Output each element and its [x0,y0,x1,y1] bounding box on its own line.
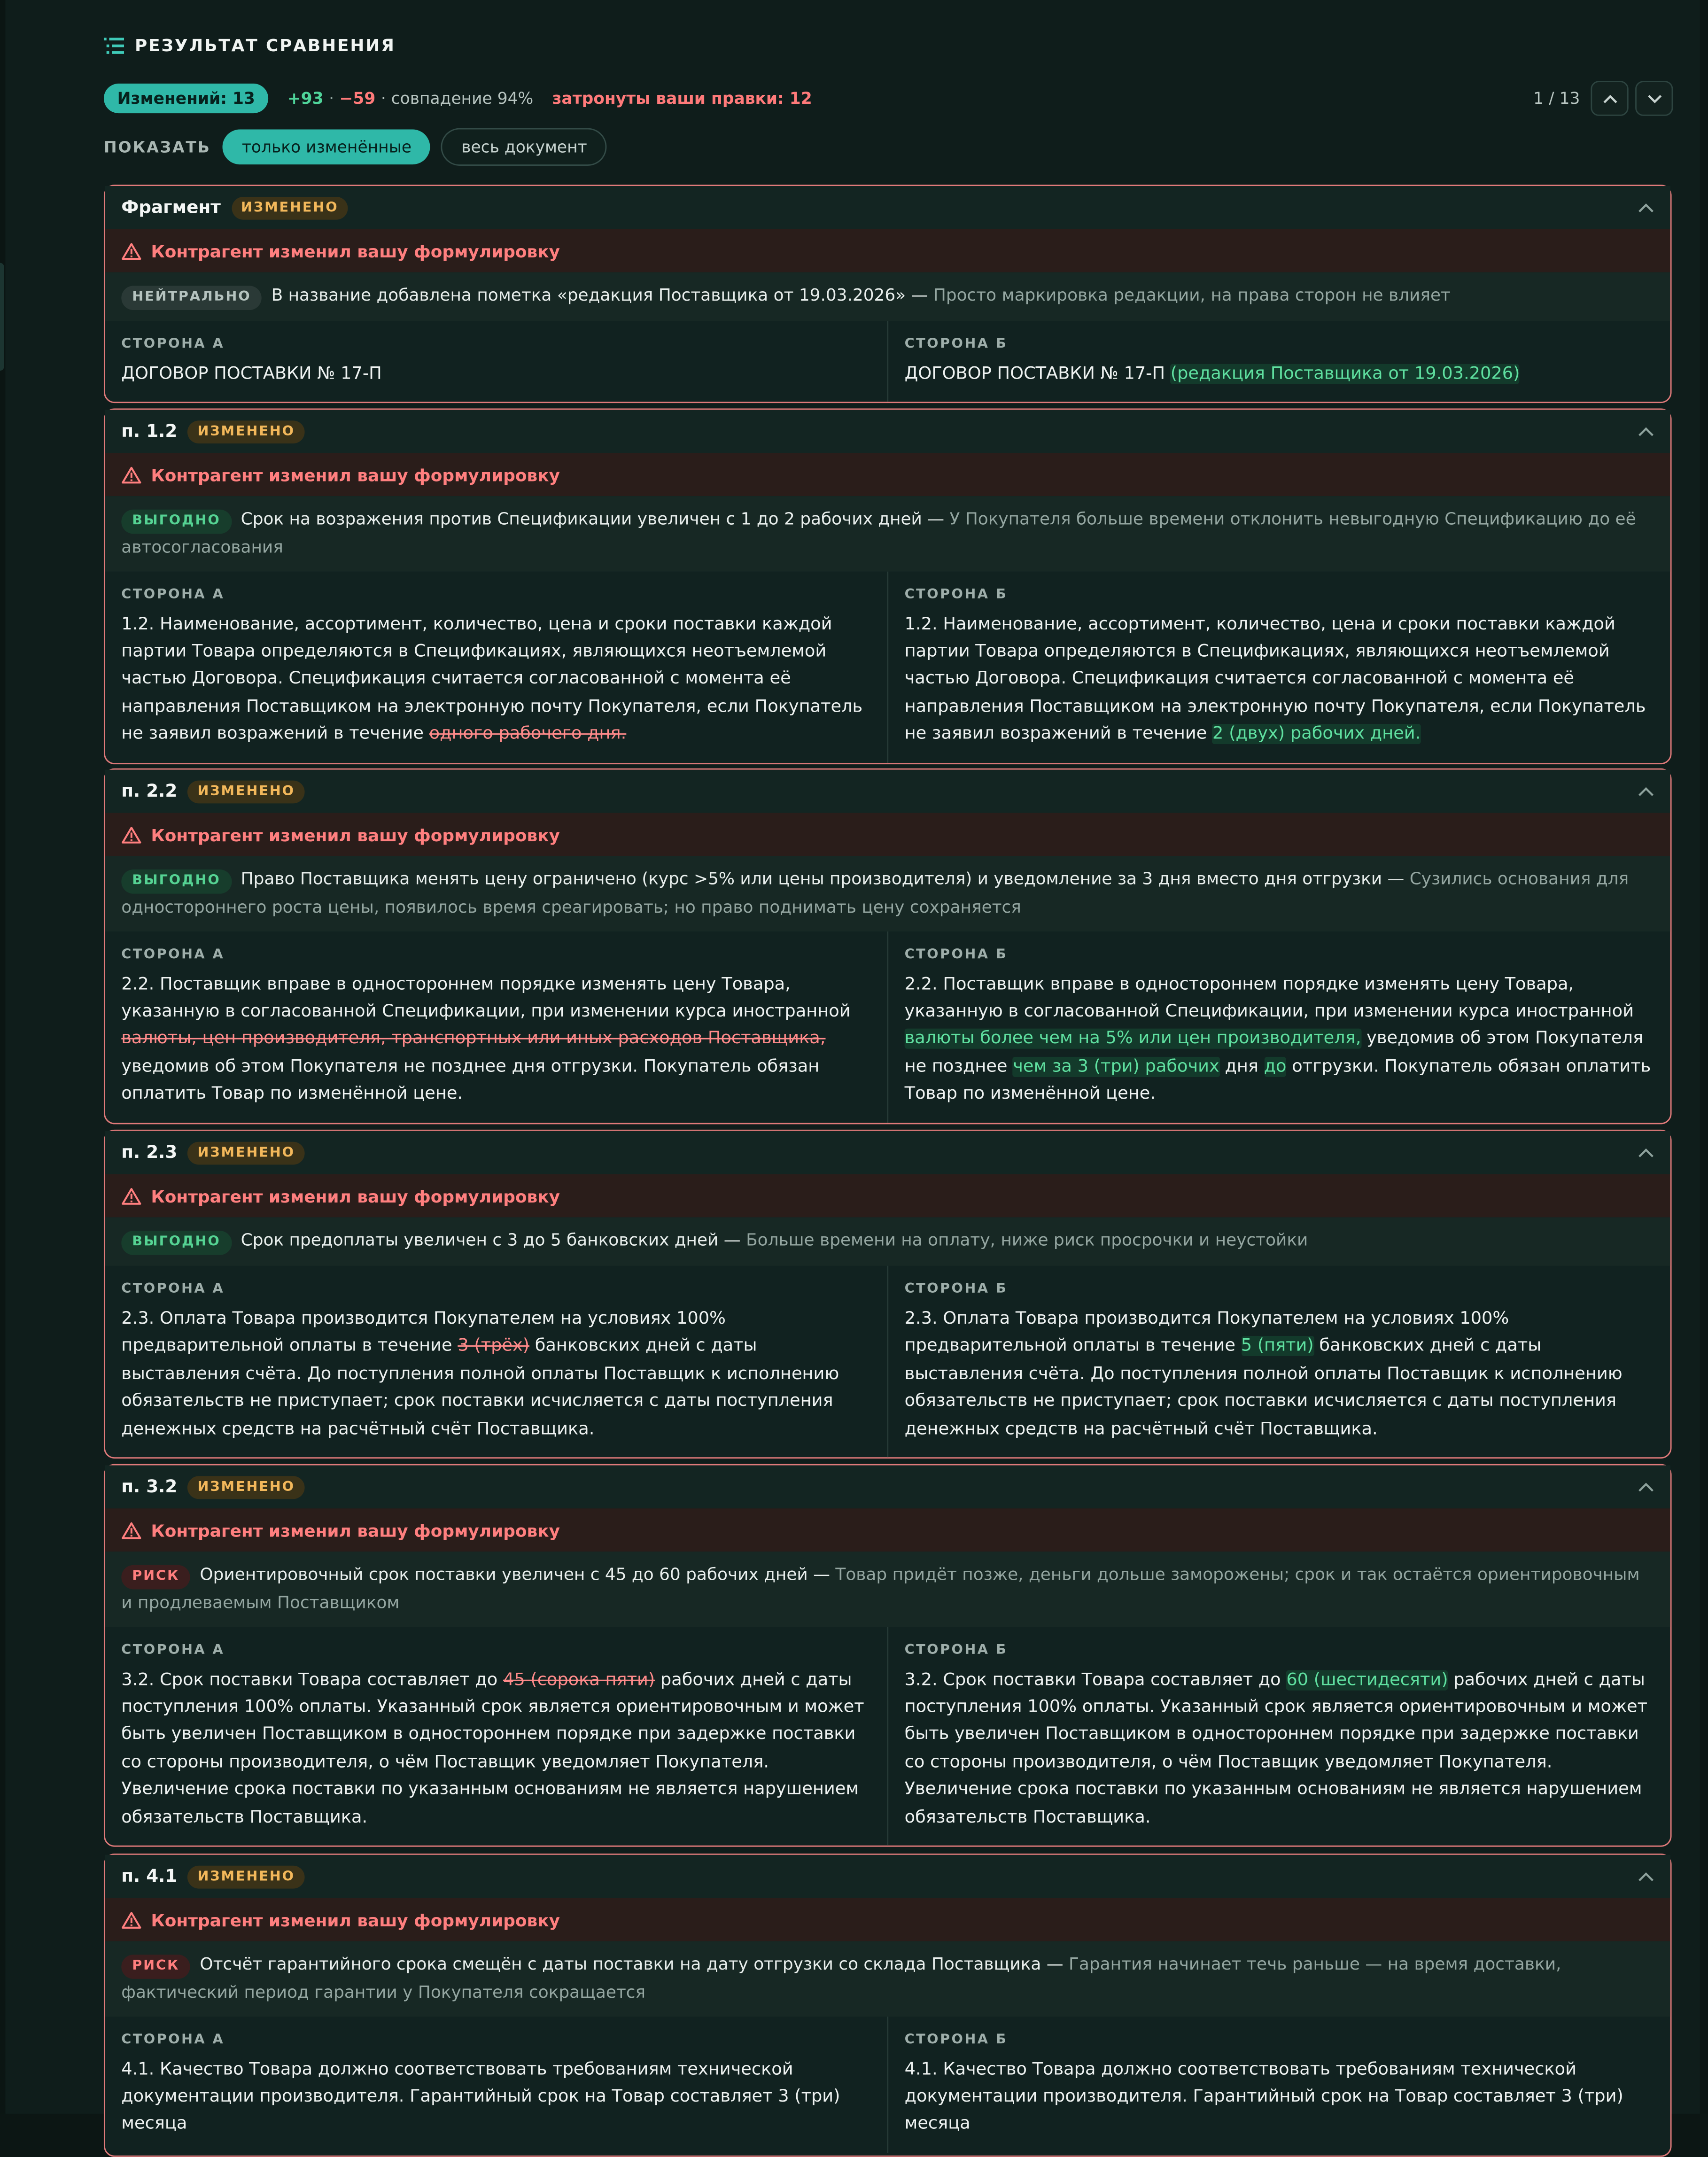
changed-badge: ИЗМЕНЕНО [188,780,304,803]
warning-icon [121,1911,141,1928]
collapse-chevron-icon[interactable] [1638,786,1654,797]
assessment-tag: ВЫГОДНО [121,869,231,894]
side-b-label: СТОРОНА Б [904,587,1008,602]
collapse-chevron-icon[interactable] [1638,1871,1654,1882]
change-navigator [1533,81,1673,116]
side-by-side [105,1626,1670,1845]
warning-icon [121,1187,141,1204]
clause-name: п. 4.1 [121,1866,178,1887]
right-edge [1700,0,1708,2114]
text-segment: 4.1. Качество Товара должно соответствовать требованиям технической документации производителя. Гарантийный срок на Товар составляет 3 (три) месяца [121,2059,840,2134]
filter-whole-document[interactable]: весь документ [441,128,607,166]
clause-name: п. 1.2 [121,421,178,442]
removed-count: −59 [339,89,376,108]
text-segment: 2.3. Оплата Товара производится Покупателем на условиях 100% предварительной оплаты в течение [121,1309,726,1357]
side-a [105,2016,887,2152]
side-a-label: СТОРОНА А [121,947,225,962]
show-filter [104,128,607,166]
stats-separator: · [329,89,334,108]
side-b-label: СТОРОНА Б [904,337,1008,352]
change-summary [105,1552,1670,1626]
side-a-label: СТОРОНА А [121,2032,225,2047]
counterparty-warning [105,813,1670,856]
card-header[interactable] [105,1131,1670,1174]
deleted-text: 3 (трёх) [458,1336,530,1357]
counterparty-warning [105,1508,1670,1552]
collapse-chevron-icon[interactable] [1638,202,1654,213]
text-segment: 1.2. Наименование, ассортимент, количество, цена и сроки поставки каждой партии Товара определяются в Спецификациях, являющихся неотъемлемой частью Договора. Спецификация считается согласованной с момента её направления Поставщиком на электронную почту Покупателя, если Покупатель не заявил возражений в течение [904,614,1646,745]
clause-name: Фрагмент [121,197,221,218]
side-a-text [121,1667,871,1832]
show-filter-label: ПОКАЗАТЬ [103,137,211,156]
card-header[interactable] [105,1855,1670,1898]
text-segment: 3.2. Срок поставки Товара составляет до [121,1669,503,1690]
side-b-label: СТОРОНА Б [904,1642,1008,1658]
card-header[interactable] [105,410,1670,453]
text-segment: 2.2. Поставщик вправе в одностороннем порядке изменять цену Товара, указанную в согласованной Спецификации, при изменении курса иностранной [904,974,1634,1022]
change-summary [105,496,1670,571]
changed-badge: ИЗМЕНЕНО [188,1865,304,1888]
text-segment: уведомив об этом Покупателя не позднее дня отгрузки. Покупатель обязан оплатить Товар по изменённой цене. [121,1056,820,1104]
side-a-text [121,611,871,749]
text-segment: рабочих дней с даты поступления 100% оплаты. Указанный срок является ориентировочным и может быть увеличен Поставщиком в одностороннем порядке при задержке поставки со стороны производителя, о чём Поставщик уведомляет Покупателя. Увеличение срока поставки по указанным основаниям не является нарушением обязательств Поставщика. [904,1669,1648,1828]
changed-badge: ИЗМЕНЕНО [188,1141,304,1164]
summary-note: У Покупателя больше времени отклонить невыгодную Спецификацию до её автосогласования [121,508,1636,557]
summary-text: В название добавлена пометка «редакция Поставщика от 19.03.2026» — [271,284,933,305]
side-a-label: СТОРОНА А [121,1282,225,1297]
side-a [105,321,887,402]
changed-badge: ИЗМЕНЕНО [188,420,304,443]
summary-text: Отсчёт гарантийного срока смещён с даты поставки на дату отгрузки со склада Поставщика — [200,1953,1069,1974]
stats-bar [104,82,1673,115]
clause-name: п. 2.3 [121,1142,178,1163]
clause-name: п. 3.2 [121,1476,178,1497]
warning-text: Контрагент изменил вашу формулировку [151,1909,560,1930]
side-a-label: СТОРОНА А [121,337,225,352]
panel-title: РЕЗУЛЬТАТ СРАВНЕНИЯ [134,35,396,55]
warning-icon [121,466,141,483]
text-segment: уведомив об этом Покупателя не позднее [904,1029,1644,1077]
summary-note: Больше времени на оплату, ниже риск просрочки и неустойки [746,1229,1308,1250]
counterparty-warning [105,1174,1670,1218]
side-a-text [121,2056,871,2139]
side-a-text [121,1306,871,1444]
side-b [887,931,1670,1123]
summary-text: Срок на возражения против Спецификации увеличен с 1 до 2 рабочих дней — [241,508,950,528]
assessment-tag: ВЫГОДНО [121,510,231,534]
summary-text: Ориентировочный срок поставки увеличен с 45 до 60 рабочих дней — [200,1563,836,1584]
assessment-tag: РИСК [121,1955,190,1979]
inserted-text: 2 (двух) рабочих дней. [1212,724,1421,745]
warning-icon [121,1521,141,1539]
warning-text: Контрагент изменил вашу формулировку [151,1520,560,1540]
changed-badge: ИЗМЕНЕНО [232,196,348,219]
side-by-side [105,321,1670,402]
inserted-text: валюты более чем на 5% или цен производителя, [904,1029,1361,1049]
side-a-label: СТОРОНА А [121,587,225,602]
inserted-text: (редакция Поставщика от 19.03.2026) [1170,364,1520,384]
summary-text: Срок предоплаты увеличен с 3 до 5 банковских дней — [241,1229,746,1250]
inserted-text: чем за 3 (три) рабочих [1013,1056,1219,1077]
side-b-text [905,1667,1654,1832]
side-by-side [105,2016,1670,2152]
left-rail [0,0,5,2114]
warning-icon [121,242,141,259]
rail-handle[interactable] [0,263,4,371]
collapse-chevron-icon[interactable] [1638,426,1654,437]
assessment-tag: РИСК [121,1565,190,1590]
inserted-text: 60 (шестидесяти) [1286,1669,1448,1690]
counterparty-warning [105,1898,1670,1941]
side-b [887,2016,1670,2152]
warning-text: Контрагент изменил вашу формулировку [151,464,560,485]
side-a [105,1626,887,1845]
text-segment: дня [1219,1056,1264,1077]
text-segment: ДОГОВОР ПОСТАВКИ № 17-П [121,364,382,384]
side-b-label: СТОРОНА Б [904,1282,1008,1297]
summary-note: Сузились основания для одностороннего роста цены, появилось время среагировать; но право поднимать цену сохраняется [121,868,1629,917]
change-card [104,1130,1672,1459]
side-b [887,1266,1670,1458]
side-b-text [905,971,1654,1109]
next-change-button[interactable] [1635,81,1673,116]
text-segment: 2.3. Оплата Товара производится Покупателем на условиях 100% предварительной оплаты в течение [904,1309,1509,1357]
side-a [105,931,887,1123]
collapse-chevron-icon[interactable] [1638,1482,1654,1492]
change-position: 1 / 13 [1533,89,1580,108]
inserted-text: до [1264,1056,1287,1077]
warning-text: Контрагент изменил вашу формулировку [151,824,560,845]
side-b-text [905,2056,1654,2139]
assessment-tag: НЕЙТРАЛЬНО [121,286,262,310]
side-a-text [121,361,871,389]
text-segment: 4.1. Качество Товара должно соответствовать требованиям технической документации производителя. Гарантийный срок на Товар составляет 3 (три) месяца [904,2059,1623,2134]
side-b-text [905,611,1654,749]
change-card [104,1854,1672,2157]
change-summary [105,272,1670,321]
warning-icon [121,826,141,843]
text-segment: банковских дней с даты выставления счёта. До поступления полной оплаты Поставщик к исполнению обязательств не приступает; срок поставки исчисляется с даты поступления денежных средств на расчётный счёт Поставщика. [121,1336,839,1439]
warning-text: Контрагент изменил вашу формулировку [151,1185,560,1206]
side-b [887,571,1670,762]
summary-note: Просто маркировка редакции, на права сторон не влияет [933,284,1451,305]
assessment-tag: ВЫГОДНО [121,1231,231,1255]
changes-count-badge: Изменений: 13 [104,84,269,113]
change-summary [105,1217,1670,1265]
side-by-side [105,931,1670,1123]
side-by-side [105,1266,1670,1458]
side-b-text [905,361,1654,389]
filter-only-changed[interactable]: только изменённые [223,130,431,165]
summary-note: Гарантия начинает течь раньше — на время доставки, фактический период гарантии у Покупателя сокращается [121,1953,1561,2002]
summary-note: Товар придёт позже, деньги дольше заморожены; срок и так остаётся ориентировочным и продлеваемым Поставщиком [121,1563,1640,1613]
change-summary [105,856,1670,931]
collapse-chevron-icon[interactable] [1638,1147,1654,1158]
summary-text: Право Поставщика менять цену ограничено (курс >5% или цены производителя) и уведомление за 3 дня вместо дня отгрузки — [241,868,1410,889]
affected-edits: затронуты ваши правки: 12 [552,89,812,108]
counterparty-warning [105,453,1670,496]
card-header[interactable] [105,1465,1670,1508]
deleted-text: одного рабочего дня. [429,724,627,745]
text-segment: рабочих дней с даты поступления 100% оплаты. Указанный срок является ориентировочным и может быть увеличен Поставщиком в одностороннем порядке при задержке поставки со стороны производителя, о чём Поставщик уведомляет Покупателя. Увеличение срока поставки по указанным основаниям не является нарушением обязательств Поставщика. [121,1669,864,1828]
match-percent: · совпадение 94% [380,89,534,108]
changed-badge: ИЗМЕНЕНО [188,1475,304,1498]
text-segment: 2.2. Поставщик вправе в одностороннем порядке изменять цену Товара, указанную в согласованной Спецификации, при изменении курса иностранной [121,974,851,1022]
side-b-label: СТОРОНА Б [904,2032,1008,2047]
chevron-down-icon [1646,93,1661,103]
change-card [104,768,1672,1124]
chevron-up-icon [1602,93,1617,103]
side-b-label: СТОРОНА Б [904,947,1008,962]
text-segment: банковских дней с даты выставления счёта. До поступления полной оплаты Поставщик к исполнению обязательств не приступает; срок поставки исчисляется с даты поступления денежных средств на расчётный счёт Поставщика. [904,1336,1623,1439]
panel-header [104,35,396,55]
list-icon [104,36,124,54]
side-a [105,571,887,762]
deleted-text: валюты, цен производителя, транспортных или иных расходов Поставщика, [121,1029,826,1049]
card-header[interactable] [105,770,1670,813]
inserted-text: 5 (пяти) [1241,1336,1314,1357]
warning-text: Контрагент изменил вашу формулировку [151,241,560,261]
clause-name: п. 2.2 [121,781,178,802]
change-summary [105,1941,1670,2016]
side-b [887,1626,1670,1845]
change-card [104,409,1672,764]
text-segment: 3.2. Срок поставки Товара составляет до [904,1669,1287,1690]
counterparty-warning [105,229,1670,272]
side-a-label: СТОРОНА А [121,1642,225,1658]
text-segment: отгрузки. Покупатель обязан оплатить Товар по изменённой цене. [904,1056,1651,1104]
prev-change-button[interactable] [1591,81,1628,116]
side-b-text [905,1306,1654,1444]
side-b [887,321,1670,402]
card-header[interactable] [105,186,1670,229]
change-card [104,1464,1672,1847]
side-a [105,1266,887,1458]
text-segment: ДОГОВОР ПОСТАВКИ № 17-П [904,364,1171,384]
text-segment: 1.2. Наименование, ассортимент, количество, цена и сроки поставки каждой партии Товара определяются в Спецификациях, являющихся неотъемлемой частью Договора. Спецификация считается согласованной с момента её направления Поставщиком на электронную почту Покупателя, если Покупатель не заявил возражений в течение [121,614,863,745]
deleted-text: 45 (сорока пяти) [503,1669,655,1690]
side-by-side [105,571,1670,762]
added-count: +93 [287,89,324,108]
side-a-text [121,971,871,1109]
change-card [104,185,1672,403]
